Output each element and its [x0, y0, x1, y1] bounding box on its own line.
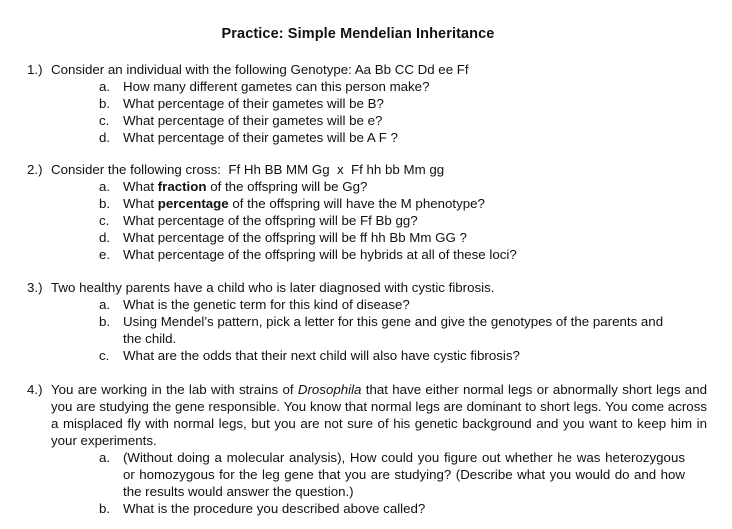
question-4-text-post: that have either normal legs or abnormally short legs and you are studying the gene responsible. You know that normal legs are dominant to short legs. You come across a misplaced fly with normal legs, but you are not sure of his genetic background and you want to keep him in your experiments.: [51, 382, 707, 448]
question-2d: [99, 229, 707, 246]
sub-text-bold: percentage: [157, 196, 229, 211]
sub-letter: a.: [99, 79, 111, 94]
question-3: [27, 279, 707, 364]
question-4-text-italic: Drosophila: [297, 382, 362, 397]
sub-letter: b.: [99, 96, 111, 111]
sub-text: What percentage of the offspring will be Ff Bb gg?: [123, 213, 418, 228]
question-3-number: 3.): [27, 280, 43, 295]
sub-letter: a.: [99, 179, 111, 194]
question-2-stem: [27, 161, 707, 178]
question-4-stem: [27, 381, 707, 449]
question-3a: [99, 296, 707, 313]
question-1b: [99, 95, 707, 112]
sub-letter: c.: [99, 113, 110, 128]
sub-text: What percentage of the offspring will be hybrids at all of these loci?: [123, 247, 517, 262]
sub-letter: a.: [99, 297, 111, 312]
question-3c: [99, 347, 707, 364]
sub-letter: b.: [99, 501, 111, 516]
question-1-number: 1.): [27, 62, 43, 77]
question-1d: [99, 129, 707, 146]
sub-text: (Without doing a molecular analysis), How could you figure out whether he was heterozygous or homozygous for the leg gene that you are studying? (Describe what you would do and how the results would answer the question.): [123, 450, 685, 499]
question-2-text: Consider the following cross: Ff Hh BB MM Gg x Ff hh bb Mm gg: [51, 162, 445, 177]
page-title: Practice: Simple Mendelian Inheritance: [221, 26, 495, 42]
sub-text: What is the genetic term for this kind of disease?: [123, 297, 410, 312]
question-3b: [99, 313, 707, 347]
sub-text-post: of the offspring will be Gg?: [206, 179, 368, 194]
sub-text: [123, 195, 707, 212]
sub-letter: e.: [99, 247, 111, 262]
question-3-stem: [27, 279, 707, 296]
question-1-text: Consider an individual with the following Genotype: Aa Bb CC Dd ee Ff: [51, 62, 469, 77]
sub-text: What is the procedure you described above called?: [123, 501, 426, 516]
question-3-text: Two healthy parents have a child who is later diagnosed with cystic fibrosis.: [51, 280, 495, 295]
sub-letter: a.: [99, 450, 111, 465]
question-4-text-pre: You are working in the lab with strains of: [51, 382, 298, 397]
question-2c: [99, 212, 707, 229]
question-2e: [99, 246, 707, 263]
question-4-text: [51, 381, 707, 449]
sub-text: Using Mendel’s pattern, pick a letter for this gene and give the genotypes of the parents and the child.: [123, 314, 664, 346]
sub-text-bold: fraction: [157, 179, 207, 194]
question-4b: [99, 500, 707, 517]
sub-text-pre: What: [123, 196, 158, 211]
question-2a: [99, 178, 707, 195]
sub-text: [123, 178, 707, 195]
question-4-number: 4.): [27, 382, 43, 397]
sub-text: What percentage of the offspring will be ff hh Bb Mm GG ?: [123, 230, 467, 245]
sub-letter: d.: [99, 130, 111, 145]
sub-text: What percentage of their gametes will be A F ?: [123, 130, 398, 145]
question-1-stem: [27, 61, 707, 78]
sub-letter: d.: [99, 230, 111, 245]
sub-text: How many different gametes can this person make?: [123, 79, 430, 94]
question-4a: [99, 449, 707, 500]
sub-letter: c.: [99, 348, 110, 363]
sub-letter: b.: [99, 314, 111, 329]
question-2b: [99, 195, 707, 212]
sub-text-post: of the offspring will have the M phenotype?: [228, 196, 485, 211]
question-2: [27, 161, 707, 263]
sub-text-pre: What: [123, 179, 158, 194]
sub-text: What percentage of their gametes will be B?: [123, 96, 384, 111]
sub-text: What are the odds that their next child will also have cystic fibrosis?: [123, 348, 520, 363]
question-1: [27, 61, 707, 146]
question-4: [27, 381, 707, 517]
question-1c: [99, 112, 707, 129]
sub-letter: c.: [99, 213, 110, 228]
question-2-number: 2.): [27, 162, 43, 177]
sub-text: What percentage of their gametes will be e?: [123, 113, 383, 128]
question-1a: [99, 78, 707, 95]
sub-letter: b.: [99, 196, 111, 211]
